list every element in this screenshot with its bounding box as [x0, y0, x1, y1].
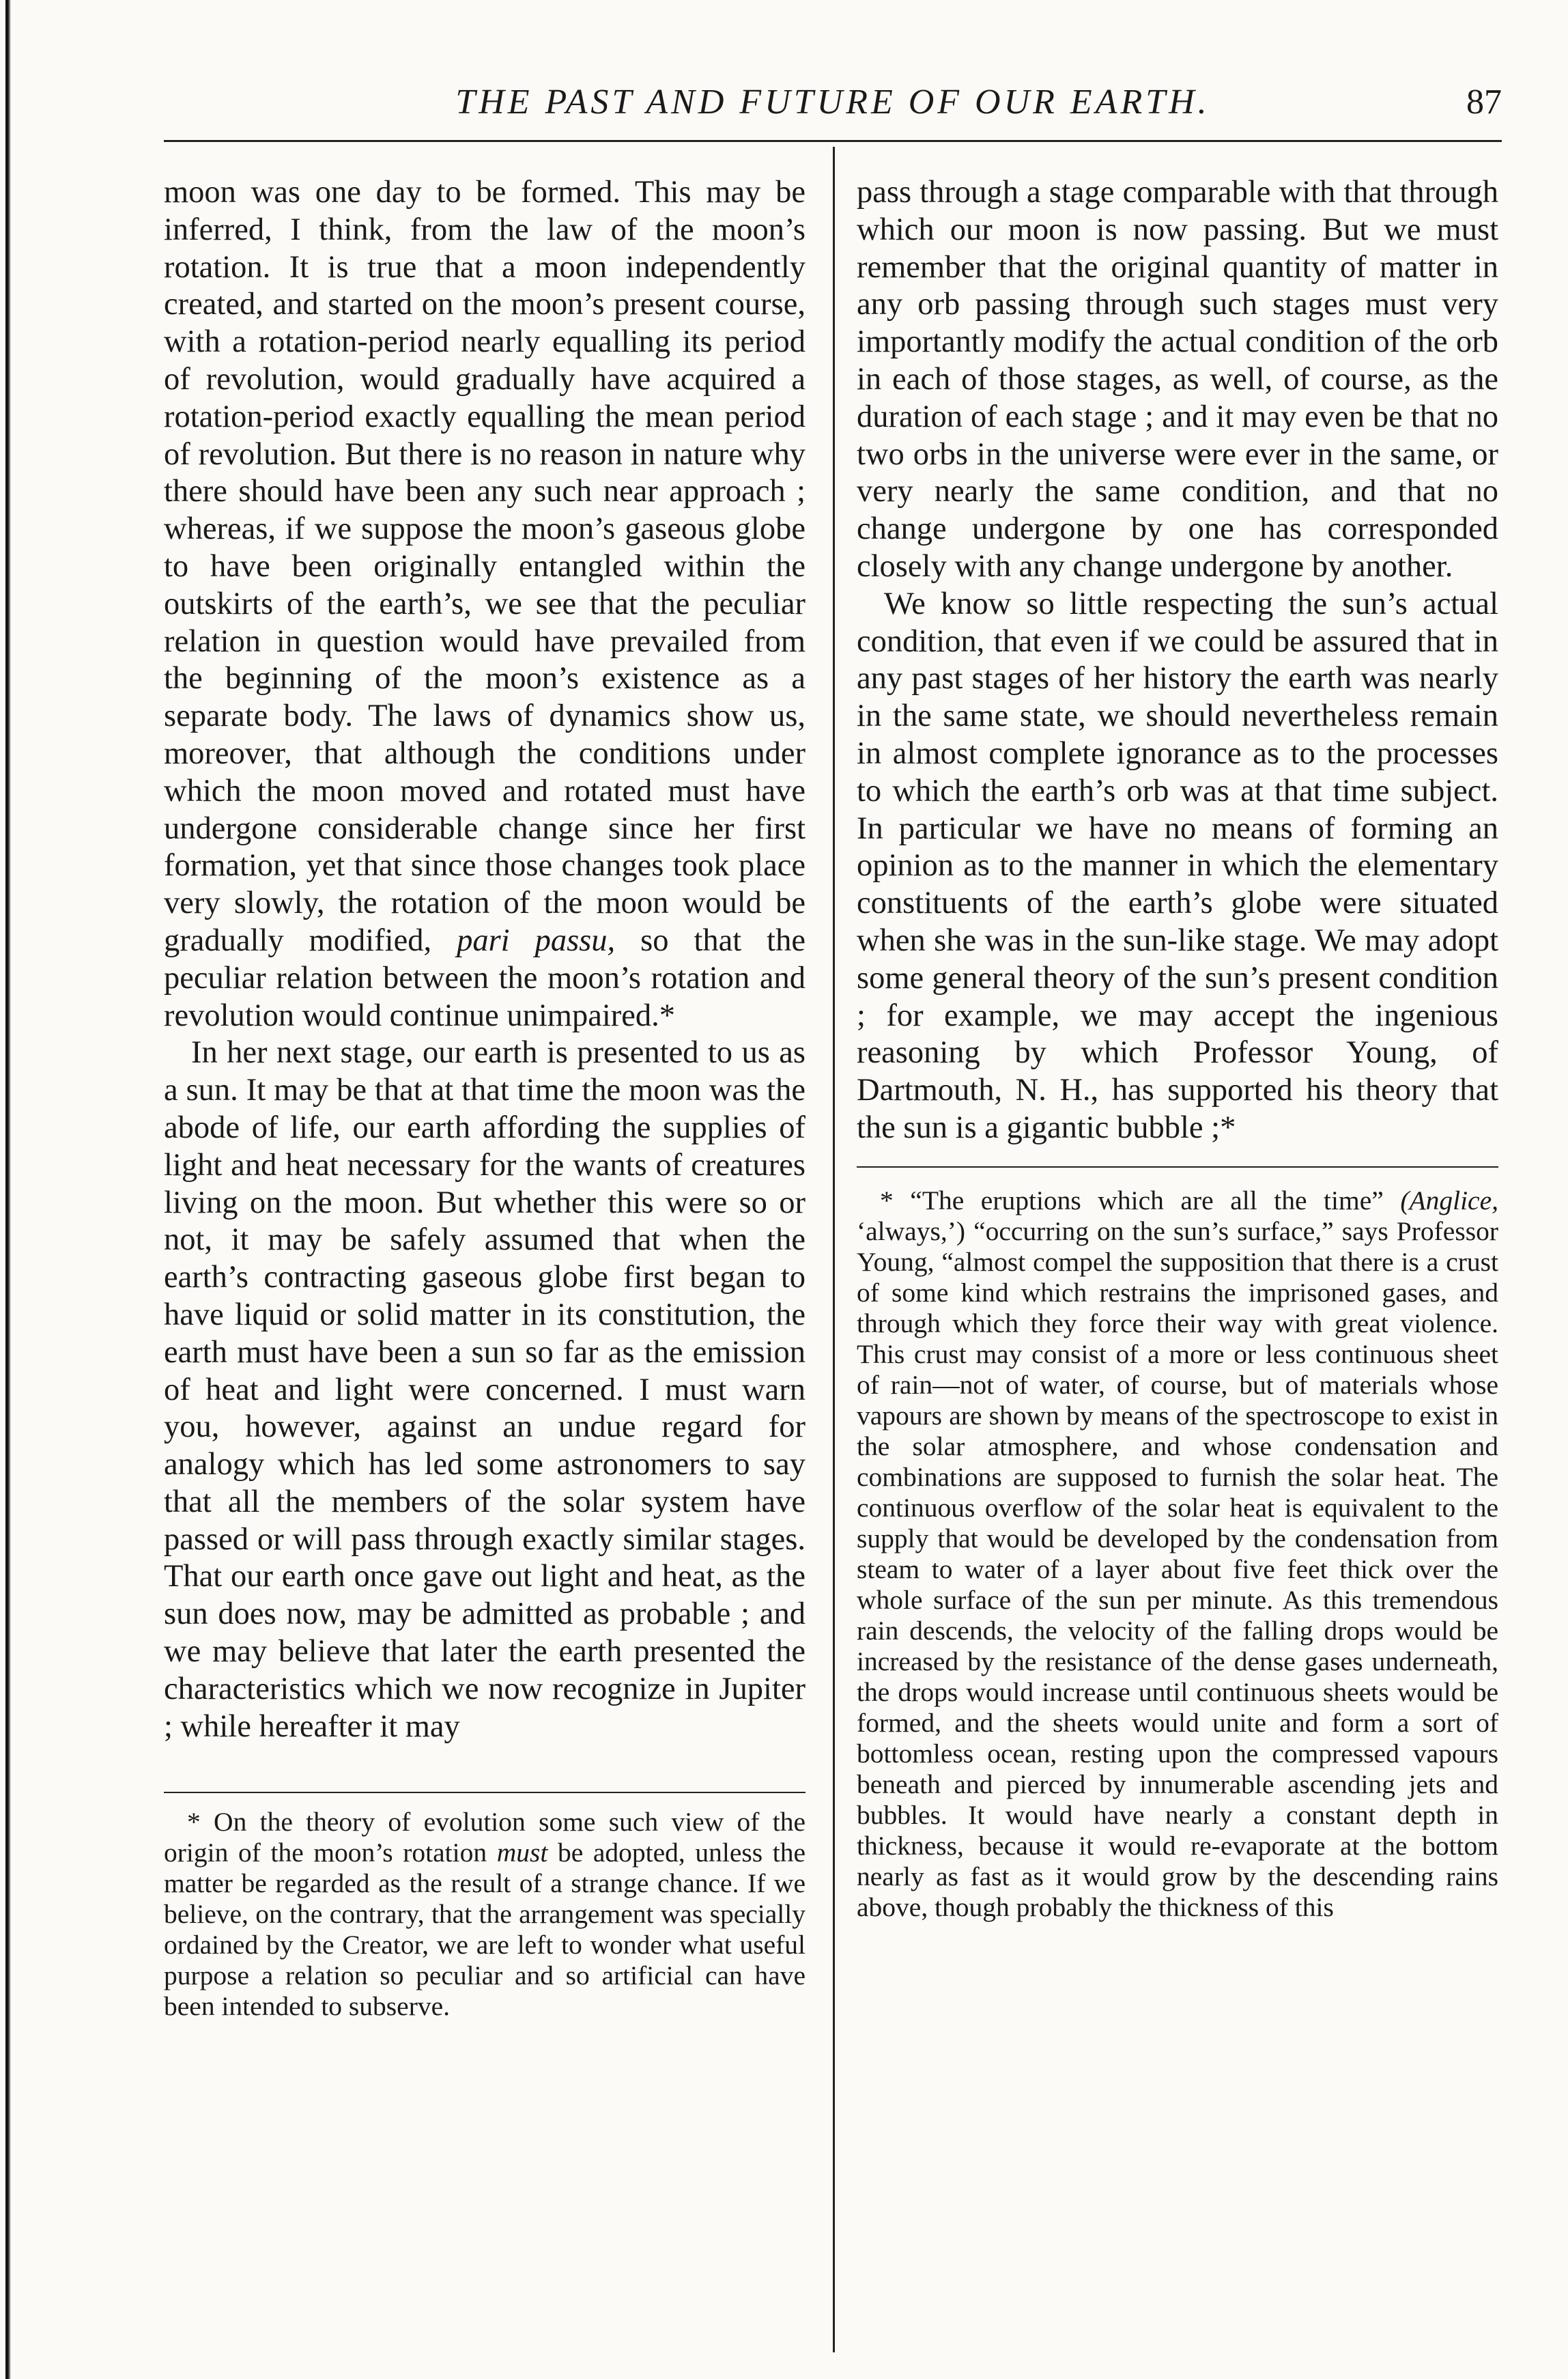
paragraph-text: so that the peculiar relation between the moon’s rotation and revolution would continue unimpaired.*	[164, 923, 806, 1033]
italic-phrase: (Anglice,	[1400, 1185, 1498, 1215]
italic-phrase: pari passu,	[457, 923, 616, 958]
paragraph	[164, 174, 806, 1034]
footnote	[857, 1185, 1498, 1923]
footnote-text: ‘always,’) “occurring on the sun’s surface,” says Professor Young, “almost compel the supposition that there is a crust of some kind which restrains the imprisoned gases, and through which they force their way with great violence. This crust may consist of a more or less continuous sheet of rain—not of water, of course, but of materials whose vapours are shown by means of the spectroscope to exist in the solar atmosphere, and whose condensation and combinations are supposed to furnish the solar heat. The continuous overflow of the solar heat is equivalent to the supply that would be developed by the condensation from steam to water of a layer about five feet thick over the whole surface of the sun per minute. As this tremendous rain descends, the velocity of the falling drops would be increased by the resistance of the dense gases underneath, the drops would increase until continuous sheets would be formed, and the sheets would unite and form a sort of bottomless ocean, resting upon the compressed vapours beneath and pierced by innumerable ascending jets and bubbles. It would have nearly a constant depth in thickness, because it would re-evaporate at the bottom nearly as fast as it would grow by the descending rains above, though probably the thickness of this	[857, 1215, 1498, 1922]
footnote	[164, 1807, 806, 2022]
footnote-rule	[857, 1166, 1498, 1168]
paragraph: In her next stage, our earth is presented to us as a sun. It may be that at that time the moon was the abode of life, our earth affording the supplies of light and heat necessary for the wants of creatures living on the moon. But whether this were so or not, it may be safely assumed that when the earth’s contracting gaseous globe first began to have liquid or solid matter in its constitution, the earth must have been a sun so far as the emission of heat and light were concerned. I must warn you, however, against an undue regard for analogy which has led some astronomers to say that all the members of the solar system have passed or will pass through exactly similar stages. That our earth once gave out light and heat, as the sun does now, may be admitted as probable ; and we may believe that later the earth presented the characteristics which we now recognize in Jupiter ; while hereafter it may	[164, 1035, 806, 1744]
right-column	[857, 174, 1498, 1923]
footnote-text: be adopted, unless the matter be regarded as the result of a strange chance. If we believe, on the contrary, that the arrangement was specially ordained by the Creator, we are left to wonder what useful purpose a relation so peculiar and so artificial can have been intended to subserve.	[164, 1838, 806, 2022]
footnote-text: * On the theory of evolution some such view of the origin of the moon’s rotation	[164, 1807, 806, 1868]
italic-phrase: must	[496, 1838, 548, 1868]
footnote-rule	[164, 1792, 806, 1793]
footnote-text: * “The eruptions which are all the time”	[880, 1185, 1384, 1215]
page-number: 87	[1466, 83, 1502, 122]
left-column	[164, 174, 806, 2022]
running-title: THE PAST AND FUTURE OF OUR EARTH.	[455, 83, 1210, 122]
header-rule	[164, 140, 1502, 142]
paragraph: pass through a stage comparable with that through which our moon is now passing. But we must remember that the original quantity of matter in any orb passing through such stages must very importantly modify the actual condition of the orb in each of those stages, as well, of course, as the duration of each stage ; and it may even be that no two orbs in the universe were ever in the same, or very nearly the same condition, and that no change undergone by one has corresponded closely with any change undergone by another.	[857, 175, 1498, 584]
paragraph: We know so little respecting the sun’s actual condition, that even if we could be assured that in any past stages of her history the earth was nearly in the same state, we should nevertheless remain in almost complete ignorance as to the processes to which the earth’s orb was at that time subject. In particular we have no means of forming an opinion as to the manner in which the elementary constituents of the earth’s globe were situated when she was in the sun-like stage. We may adopt some general theory of the sun’s present condition ; for example, we may accept the ingenious reasoning by which Professor Young, of Dartmouth, N. H., has supported his theory that the sun is a gigantic bubble ;*	[857, 586, 1498, 1145]
page-header	[164, 82, 1502, 137]
binding-edge	[5, 0, 11, 2379]
paragraph-text: moon was one day to be formed. This may be inferred, I think, from the law of the moon’s rotation. It is true that a moon independently created, and started on the moon’s present course, with a rotation-period nearly equalling its period of revolution, would gradually have acquired a rotation-period exactly equalling the mean period of revolution. But there is no reason in nature why there should have been any such near approach ; whereas, if we suppose the moon’s gaseous globe to have been originally entangled within the outskirts of the earth’s, we see that the peculiar relation in question would have prevailed from the beginning of the moon’s existence as a separate body. The laws of dynamics show us, moreover, that although the conditions under which the moon moved and rotated must have undergone considerable change since her first formation, yet that since those changes took place very slowly, the rotation of the moon would be gradually modified,	[164, 175, 806, 958]
column-divider	[833, 147, 835, 2352]
